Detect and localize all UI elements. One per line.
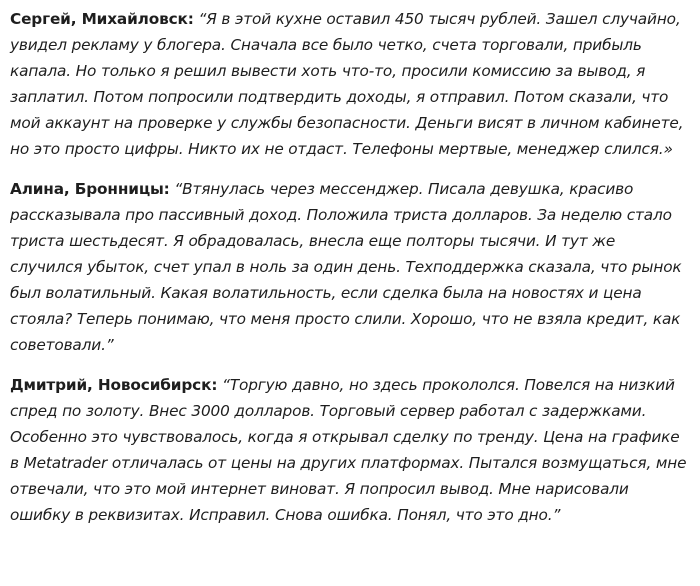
review-author: Дмитрий, Новосибирск: [10,376,218,394]
review-item [10,372,690,528]
review-author: Сергей, Михайловск: [10,10,194,28]
review-item [10,6,690,162]
review-text: “Втянулась через мессенджер. Писала девушка, красиво рассказывала про пассивный доход. Положила триста долларов. За неделю стало триста шестьдесят. Я обрадовалась, внесла еще полторы тысячи. И тут же случился убыток, счет упал в ноль за один день. Техподдержка сказала, что рынок был волатильный. Какая волатильность, если сделка была на новостях и цена стояла? Теперь понимаю, что меня просто слили. Хорошо, что не взяла кредит, как советовали.” [10,180,682,354]
review-item [10,176,690,358]
review-text: “Я в этой кухне оставил 450 тысяч рублей. Зашел случайно, увидел рекламу у блогера. Сначала все было четко, счета торговали, прибыль капала. Но только я решил вывести хоть что-то, просили комиссию за вывод, я заплатил. Потом попросили подтвердить доходы, я отправил. Потом сказали, что мой аккаунт на проверке у службы безопасности. Деньги висят в личном кабинете, но это просто цифры. Никто их не отдаст. Телефоны мертвые, менеджер слился.» [10,10,684,158]
review-author: Алина, Бронницы: [10,180,170,198]
review-text: “Торгую давно, но здесь прокололся. Повелся на низкий спред по золоту. Внес 3000 долларов. Торговый сервер работал с задержками. Особенно это чувствовалось, когда я открывал сделку по тренду. Цена на графике в Metatrader отличалась от цены на других платформах. Пытался возмущаться, мне отвечали, что это мой интернет виноват. Я попросил вывод. Мне нарисовали ошибку в реквизитах. Исправил. Снова ошибка. Понял, что это дно.” [10,376,687,524]
